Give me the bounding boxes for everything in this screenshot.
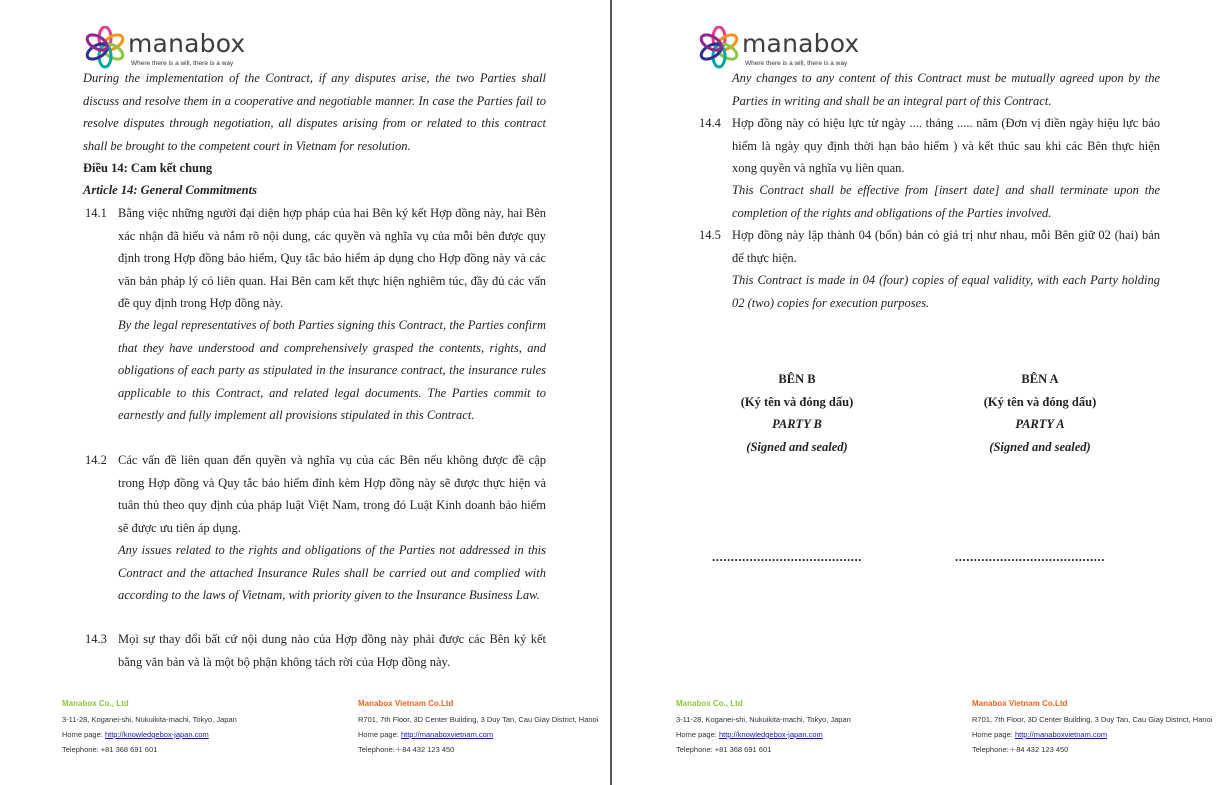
party-a-title-en: PARTY A — [1015, 417, 1065, 431]
party-b-signature-line: ........................................ — [712, 549, 862, 564]
party-a-signature-line: ........................................ — [955, 549, 1105, 564]
party-b-title-en: PARTY B — [772, 417, 822, 431]
manabox-flower-icon — [82, 26, 128, 72]
clause-number: 14.3 — [85, 632, 107, 646]
footer-home-label: Home page: — [62, 730, 105, 739]
clause-14-3-vi: Mọi sự thay đổi bất cứ nội dung nào của Hợp đồng này phải được các Bên ký kết bằng văn bản và là một bộ phận không tách rời của Hợp đồng này. — [118, 632, 546, 669]
footer-address: R701, 7th Floor, 3D Center Building, 3 Duy Tan, Cau Giay District, Hanoi — [358, 715, 599, 724]
page-divider — [610, 0, 612, 785]
footer-home-link[interactable]: http://manaboxvietnam.com — [1014, 730, 1108, 739]
footer-vietnam-office — [358, 699, 608, 760]
party-a-sign-note-en: (Signed and sealed) — [989, 440, 1091, 454]
party-a-title-vi: BÊN A — [1021, 372, 1059, 386]
footer-company-name: Manabox Vietnam Co.Ltd — [972, 699, 1068, 708]
logo-tagline: Where there is a will, there is a way — [745, 60, 848, 67]
party-a-signature-block — [950, 368, 1130, 459]
footer-home-label: Home page: — [358, 730, 401, 739]
footer-phone: Telephone: +81 368 691 601 — [62, 745, 158, 754]
footer-home-link[interactable]: http://knowledgebox-japan.com — [104, 730, 209, 739]
logo-wordmark: manabox — [742, 29, 860, 58]
footer-company-name: Manabox Co., Ltd — [62, 699, 129, 708]
party-a-sign-note-vi: (Ký tên và đóng dấu) — [983, 394, 1097, 409]
footer-phone: Telephone: +81 368 691 601 — [676, 745, 772, 754]
footer-home-label: Home page: — [972, 730, 1015, 739]
clause-number: 14.1 — [85, 206, 107, 220]
logo-tagline: Where there is a will, there is a way — [131, 60, 234, 67]
clause-14-2-en: Any issues related to the rights and obligations of the Parties not addressed in this Contract and the attached Insurance Rules shall be carried out and complied with according to the laws of Vietnam, with priority given to the Insurance Business Law. — [118, 543, 546, 602]
footer-japan-office — [676, 699, 906, 760]
footer-home-link[interactable]: http://manaboxvietnam.com — [400, 730, 494, 739]
clause-number: 14.4 — [699, 116, 721, 130]
clause-14-5-en: This Contract is made in 04 (four) copies of equal validity, with each Party holding 02 (two) copies for execution purposes. — [732, 273, 1160, 310]
clause-14-1-en: By the legal representatives of both Parties signing this Contract, the Parties confirm that they have understood and comprehensively grasped the contents, rights, and obligations of each party as stipulated in the insurance contract, the insurance rules applicable to this Contract, and related legal documents. The Parties commit to earnestly and fully implement all provisions stipulated in this Contract. — [118, 318, 546, 422]
clause-14-4-vi: Hợp đồng này có hiệu lực từ ngày .... tháng ..... năm (Đơn vị điền ngày hiệu lực bảo hiểm là ngày quy định thời hạn bảo hiểm ) và kết thúc sau khi các Bên thực hiện xong quyền và nghĩa vụ liên quan. — [732, 116, 1160, 175]
clause-14-5-vi: Hợp đồng này lập thành 04 (bốn) bản có giá trị như nhau, mỗi Bên giữ 02 (hai) bản để thực hiện. — [732, 228, 1160, 265]
footer-company-name: Manabox Vietnam Co.Ltd — [358, 699, 454, 708]
footer-japan-office — [62, 699, 292, 760]
logo-wordmark: manabox — [128, 29, 246, 58]
party-b-signature-block — [707, 368, 887, 459]
manabox-flower-icon — [696, 26, 742, 72]
clause-14-3-en: Any changes to any content of this Contract must be mutually agreed upon by the Parties in writing and shall be an integral part of this Contract. — [732, 71, 1160, 108]
clause-number: 14.5 — [699, 228, 721, 242]
article-14-heading-vi: Điều 14: Cam kết chung — [83, 161, 213, 175]
footer-address: 3-11-28, Koganei-shi, Nukuikita-machi, Tokyo, Japan — [676, 715, 851, 724]
party-b-sign-note-en: (Signed and sealed) — [746, 440, 848, 454]
footer-company-name: Manabox Co., Ltd — [676, 699, 743, 708]
footer-address: R701, 7th Floor, 3D Center Building, 3 Duy Tan, Cau Giay District, Hanoi — [972, 715, 1213, 724]
party-b-sign-note-vi: (Ký tên và đóng dấu) — [740, 394, 854, 409]
clause-14-1-vi: Bằng việc những người đại diện hợp pháp của hai Bên ký kết Hợp đồng này, hai Bên xác nhận đã hiểu và nắm rõ nội dung, các quyền và nghĩa vụ của mỗi bên được quy định trong Hợp đồng bảo hiểm, Quy tắc bảo hiểm áp dụng cho Hợp đồng này và các văn bản pháp lý có liên quan. Hai Bên cam kết thực hiện nghiêm túc, đầy đủ các vấn đề quy định trong Hợp đồng này. — [118, 206, 546, 310]
clause-14-2-vi: Các vấn đề liên quan đến quyền và nghĩa vụ của các Bên nếu không được đề cập trong Hợp đồng và Quy tắc bảo hiểm đính kèm Hợp đồng này sẽ được thực hiện và tuân thủ theo quy định của pháp luật Việt Nam, trong đó Luật Kinh doanh bảo hiểm sẽ được ưu tiên áp dụng. — [118, 453, 546, 535]
footer-phone: Telephone:＋84 432 123 450 — [358, 745, 455, 754]
article-14-heading-en: Article 14: General Commitments — [83, 183, 257, 197]
dispute-resolution-paragraph: During the implementation of the Contract, if any disputes arise, the two Parties shall discuss and resolve them in a cooperative and negotiable manner. In case the Parties fail to resolve disputes through negotiation, all disputes arising from or related to this contract shall be brought to the competent court in Vietnam for resolution. — [83, 71, 546, 153]
party-b-title-vi: BÊN B — [778, 372, 816, 386]
footer-home-link[interactable]: http://knowledgebox-japan.com — [718, 730, 823, 739]
footer-address: 3-11-28, Koganei-shi, Nukuikita-machi, Tokyo, Japan — [62, 715, 237, 724]
clause-number: 14.2 — [85, 453, 107, 467]
document-page-right — [613, 0, 1219, 785]
footer-phone: Telephone:＋84 432 123 450 — [972, 745, 1069, 754]
clause-14-4-en: This Contract shall be effective from [insert date] and shall terminate upon the completion of the rights and obligations of the Parties involved. — [732, 183, 1160, 220]
footer-home-label: Home page: — [676, 730, 719, 739]
footer-vietnam-office — [972, 699, 1217, 760]
